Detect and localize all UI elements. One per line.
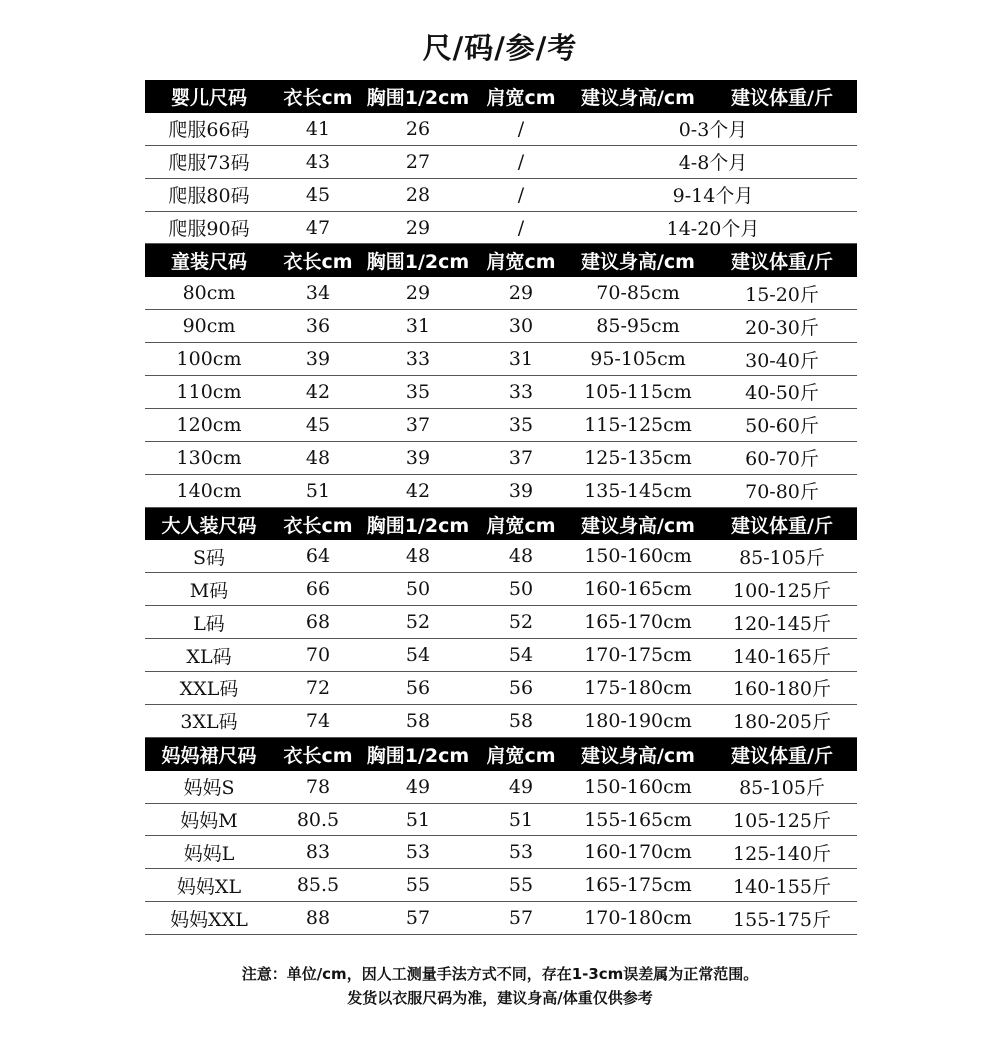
- shoulder-cell: 57: [508, 907, 534, 930]
- weight-cell: 60-70斤: [745, 448, 819, 471]
- height-cell: 125-135cm: [584, 446, 692, 469]
- size-cell: 爬服73码: [168, 152, 250, 175]
- shoulder-cell: 51: [508, 808, 534, 831]
- header-height: 建议身高/cm: [580, 514, 695, 537]
- size-cell: 3XL码: [180, 711, 238, 734]
- adult-rows: [145, 540, 857, 737]
- shoulder-cell: 49: [508, 775, 534, 798]
- table-row: [145, 606, 857, 639]
- size-cell: 妈妈XL: [176, 875, 242, 898]
- note-line-2: 发货以衣服尺码为准，建议身高/体重仅供参考: [347, 989, 653, 1007]
- shoulder-cell: 48: [508, 545, 534, 568]
- shoulder-cell: 35: [508, 413, 534, 436]
- length-cell: 47: [305, 216, 331, 239]
- size-cell: 140cm: [176, 479, 242, 502]
- height-cell: 105-115cm: [584, 380, 692, 403]
- shoulder-cell: 30: [508, 315, 534, 338]
- header-size-label: 大人装尺码: [161, 514, 257, 537]
- table-row: [145, 672, 857, 705]
- header-height: 建议身高/cm: [580, 251, 695, 274]
- height-cell: 150-160cm: [584, 545, 692, 568]
- section-header-kids: [145, 244, 857, 277]
- shoulder-cell: 50: [508, 578, 534, 601]
- header-size-label: 婴儿尺码: [170, 86, 247, 109]
- length-cell: 68: [305, 611, 331, 634]
- table-row: [145, 146, 857, 179]
- table-row: [145, 639, 857, 672]
- mom-rows: [145, 771, 857, 935]
- height-cell: 160-170cm: [584, 841, 692, 864]
- height-cell: 135-145cm: [584, 479, 692, 502]
- header-shoulder: 肩宽cm: [486, 514, 556, 537]
- shoulder-cell: /: [517, 216, 525, 239]
- age-cell: 9-14个月: [672, 185, 754, 208]
- header-height: 建议身高/cm: [580, 744, 695, 767]
- table-row: [145, 409, 857, 442]
- length-cell: 45: [305, 413, 331, 436]
- height-cell: 170-180cm: [584, 907, 692, 930]
- height-cell: 115-125cm: [584, 413, 692, 436]
- chest-cell: 57: [405, 907, 431, 930]
- shoulder-cell: 55: [508, 874, 534, 897]
- size-cell: L码: [193, 612, 225, 635]
- table-row: [145, 475, 857, 508]
- height-cell: 160-165cm: [584, 578, 692, 601]
- height-cell: 170-175cm: [584, 644, 692, 667]
- length-cell: 80.5: [296, 808, 340, 831]
- length-cell: 34: [305, 282, 331, 305]
- table-row: [145, 179, 857, 212]
- height-cell: 175-180cm: [584, 676, 692, 699]
- chest-cell: 39: [405, 446, 431, 469]
- shoulder-cell: 31: [508, 348, 534, 371]
- header-shoulder: 肩宽cm: [486, 86, 556, 109]
- note-line-1: 注意：单位/cm，因人工测量手法方式不同，存在1-3cm误差属为正常范围。: [241, 965, 759, 983]
- shoulder-cell: /: [517, 117, 525, 140]
- section-header-baby: [145, 80, 857, 113]
- header-chest: 胸围1/2cm: [366, 86, 470, 109]
- chest-cell: 58: [405, 709, 431, 732]
- age-cell: 14-20个月: [666, 218, 760, 240]
- header-length: 衣长cm: [283, 251, 353, 274]
- length-cell: 72: [305, 676, 331, 699]
- size-cell: S码: [192, 546, 226, 569]
- table-row: [145, 113, 857, 146]
- size-cell: XXL码: [179, 678, 239, 701]
- weight-cell: 180-205斤: [733, 711, 831, 734]
- shoulder-cell: 54: [508, 644, 534, 667]
- height-cell: 165-175cm: [584, 874, 692, 897]
- table-row: [145, 442, 857, 475]
- header-weight: 建议体重/斤: [731, 744, 833, 767]
- age-cell: 0-3个月: [678, 119, 748, 142]
- length-cell: 48: [305, 446, 331, 469]
- height-cell: 155-165cm: [584, 808, 692, 831]
- length-cell: 66: [305, 578, 331, 601]
- chest-cell: 29: [405, 216, 431, 239]
- header-weight: 建议体重/斤: [731, 251, 833, 274]
- header-length: 衣长cm: [283, 86, 353, 109]
- length-cell: 42: [305, 380, 331, 403]
- kids-rows: [145, 277, 857, 507]
- size-cell: 妈妈S: [183, 777, 235, 800]
- size-cell: 120cm: [176, 413, 242, 436]
- header-length: 衣长cm: [283, 744, 353, 767]
- shoulder-cell: /: [517, 183, 525, 206]
- table-row: [145, 836, 857, 869]
- shoulder-cell: 56: [508, 676, 534, 699]
- size-cell: 妈妈XXL: [170, 908, 248, 931]
- size-cell: 爬服80码: [168, 185, 250, 208]
- length-cell: 43: [305, 150, 331, 173]
- shoulder-cell: 29: [508, 282, 534, 305]
- shoulder-cell: 58: [508, 709, 534, 732]
- table-row: [145, 310, 857, 343]
- weight-cell: 70-80斤: [745, 481, 819, 504]
- shoulder-cell: 53: [508, 841, 534, 864]
- weight-cell: 125-140斤: [733, 842, 831, 865]
- weight-cell: 85-105斤: [739, 546, 825, 569]
- weight-cell: 105-125斤: [733, 810, 831, 833]
- weight-cell: 85-105斤: [739, 777, 825, 800]
- size-cell: M码: [189, 579, 229, 602]
- length-cell: 51: [305, 479, 331, 502]
- chest-cell: 50: [405, 578, 431, 601]
- table-row: [145, 376, 857, 409]
- height-cell: 85-95cm: [596, 315, 680, 338]
- weight-cell: 155-175斤: [733, 908, 831, 931]
- chest-cell: 53: [405, 841, 431, 864]
- header-chest: 胸围1/2cm: [366, 514, 470, 537]
- height-cell: 180-190cm: [584, 709, 692, 732]
- length-cell: 88: [305, 907, 331, 930]
- height-cell: 70-85cm: [596, 282, 680, 305]
- header-size-label: 妈妈裙尺码: [161, 744, 257, 767]
- section-header-adult: [145, 508, 857, 541]
- shoulder-cell: 37: [508, 446, 534, 469]
- length-cell: 41: [305, 117, 331, 140]
- table-row: [145, 343, 857, 376]
- chest-cell: 31: [405, 315, 431, 338]
- size-cell: 100cm: [176, 348, 242, 371]
- chest-cell: 55: [405, 874, 431, 897]
- shoulder-cell: 39: [508, 479, 534, 502]
- weight-cell: 100-125斤: [733, 579, 831, 602]
- header-length: 衣长cm: [283, 514, 353, 537]
- shoulder-cell: /: [517, 150, 525, 173]
- height-cell: 150-160cm: [584, 775, 692, 798]
- weight-cell: 120-145斤: [733, 612, 831, 635]
- header-chest: 胸围1/2cm: [366, 251, 470, 274]
- size-cell: 妈妈M: [180, 810, 238, 833]
- weight-cell: 20-30斤: [745, 316, 819, 339]
- size-cell: XL码: [186, 645, 232, 668]
- size-notes: [0, 962, 1000, 1010]
- size-cell: 80cm: [182, 282, 236, 305]
- chest-cell: 29: [405, 282, 431, 305]
- table-row: [145, 869, 857, 902]
- header-chest: 胸围1/2cm: [366, 744, 470, 767]
- table-row: [145, 902, 857, 935]
- length-cell: 74: [305, 709, 331, 732]
- table-row: [145, 573, 857, 606]
- length-cell: 78: [305, 775, 331, 798]
- chest-cell: 37: [405, 413, 431, 436]
- shoulder-cell: 52: [508, 611, 534, 634]
- table-row: [145, 540, 857, 573]
- header-weight: 建议体重/斤: [731, 86, 833, 109]
- size-cell: 90cm: [182, 315, 236, 338]
- chest-cell: 49: [405, 775, 431, 798]
- header-weight: 建议体重/斤: [731, 514, 833, 537]
- size-cell: 110cm: [176, 380, 242, 403]
- shoulder-cell: 33: [508, 380, 534, 403]
- page-title: 尺/码/参/考: [422, 31, 578, 65]
- length-cell: 85.5: [296, 874, 340, 897]
- size-cell: 爬服90码: [168, 218, 250, 240]
- size-cell: 爬服66码: [168, 119, 250, 142]
- chest-cell: 27: [405, 150, 431, 173]
- size-cell: 130cm: [176, 446, 242, 469]
- chest-cell: 26: [405, 117, 431, 140]
- weight-cell: 160-180斤: [733, 678, 831, 701]
- length-cell: 70: [305, 644, 331, 667]
- weight-cell: 15-20斤: [745, 283, 819, 306]
- height-cell: 165-170cm: [584, 611, 692, 634]
- chest-cell: 56: [405, 676, 431, 699]
- weight-cell: 30-40斤: [745, 349, 819, 372]
- chest-cell: 48: [405, 545, 431, 568]
- table-row: [145, 212, 857, 245]
- header-height: 建议身高/cm: [580, 86, 695, 109]
- table-row: [145, 771, 857, 804]
- section-header-mom: [145, 738, 857, 771]
- table-row: [145, 277, 857, 310]
- chest-cell: 33: [405, 348, 431, 371]
- chest-cell: 28: [405, 183, 431, 206]
- chest-cell: 42: [405, 479, 431, 502]
- header-shoulder: 肩宽cm: [486, 251, 556, 274]
- weight-cell: 50-60斤: [745, 415, 819, 438]
- chest-cell: 52: [405, 611, 431, 634]
- chest-cell: 35: [405, 380, 431, 403]
- length-cell: 36: [305, 315, 331, 338]
- size-cell: 妈妈L: [183, 842, 235, 865]
- height-cell: 95-105cm: [590, 348, 686, 371]
- length-cell: 83: [305, 841, 331, 864]
- chest-cell: 51: [405, 808, 431, 831]
- weight-cell: 140-165斤: [733, 645, 831, 668]
- length-cell: 39: [305, 348, 331, 371]
- age-cell: 4-8个月: [678, 152, 748, 175]
- weight-cell: 140-155斤: [733, 875, 831, 898]
- weight-cell: 40-50斤: [745, 382, 819, 405]
- table-row: [145, 705, 857, 738]
- length-cell: 64: [305, 545, 331, 568]
- header-shoulder: 肩宽cm: [486, 744, 556, 767]
- length-cell: 45: [305, 183, 331, 206]
- chest-cell: 54: [405, 644, 431, 667]
- table-row: [145, 804, 857, 837]
- header-size-label: 童装尺码: [170, 251, 247, 274]
- size-chart-table: [145, 80, 857, 935]
